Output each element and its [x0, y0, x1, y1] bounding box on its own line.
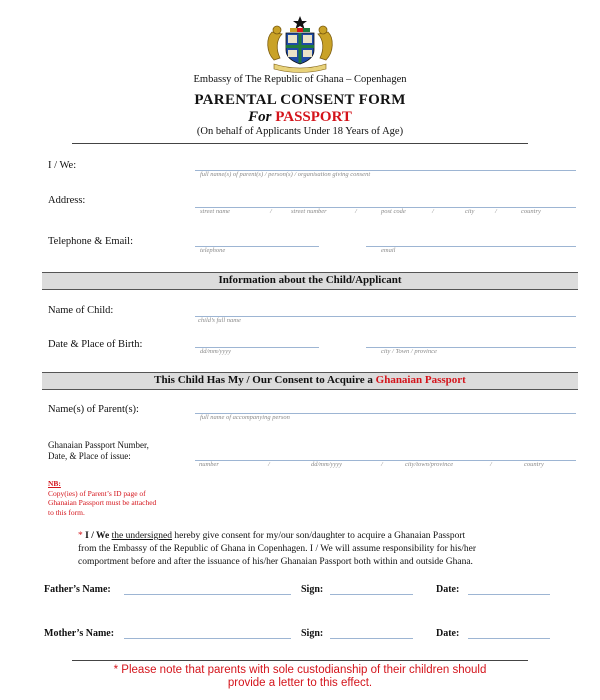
subtitle-for: For	[248, 109, 272, 125]
address-hint-sep: /	[432, 208, 434, 215]
form-title: PARENTAL CONSENT FORM	[194, 92, 406, 108]
consent-statement	[78, 530, 568, 569]
nb-line2: Ghanaian Passport must be attached	[48, 498, 157, 507]
consent-band	[42, 372, 578, 390]
mother-sign-field[interactable]	[330, 638, 413, 639]
address-hint-number: street number	[291, 208, 327, 215]
passport-field[interactable]	[195, 460, 576, 461]
nb-title: NB:	[48, 479, 61, 488]
child-info-band	[42, 272, 578, 290]
father-name-field[interactable]	[124, 594, 291, 595]
passport-label-line2: Date, & Place of issue:	[48, 451, 131, 461]
email-field[interactable]	[366, 246, 576, 247]
mother-date-field[interactable]	[468, 638, 550, 639]
footer-note-line1: * Please note that parents with sole custodianship of their children should	[113, 664, 487, 676]
consent-line3: comportment before and after the issuance of his/her Ghanaian Passport both within and outside Ghana.	[78, 557, 473, 567]
header-divider	[72, 143, 528, 144]
father-date-field[interactable]	[468, 594, 550, 595]
address-hint-postcode: post code	[381, 208, 406, 215]
passport-label	[48, 440, 149, 462]
passport-hint-sep: /	[490, 461, 492, 468]
address-hint-country: country	[521, 208, 541, 215]
email-hint: email	[381, 247, 396, 254]
address-hint-sep: /	[270, 208, 272, 215]
passport-label-line1: Ghanaian Passport Number,	[48, 440, 149, 450]
telephone-hint: telephone	[200, 247, 226, 254]
child-name-label: Name of Child:	[48, 305, 114, 316]
parents-label: Name(s) of Parent(s):	[48, 404, 139, 415]
consent-band-title-red: Ghanaian Passport	[375, 374, 466, 386]
passport-hint-place: city/town/province	[405, 461, 454, 468]
address-hint-sep: /	[495, 208, 497, 215]
father-name-label: Father’s Name:	[44, 584, 111, 595]
parents-hint: full name of accompanying person	[200, 414, 290, 421]
mother-name-field[interactable]	[124, 638, 291, 639]
child-info-title: Information about the Child/Applicant	[218, 274, 402, 286]
nb-line3: to this form.	[48, 507, 85, 517]
birth-place-hint: city / Town / province	[381, 348, 437, 355]
passport-hint-country: country	[524, 461, 544, 468]
consent-line1: hereby give consent for my/our son/daughter to acquire a Ghanaian Passport	[174, 531, 466, 541]
address-label: Address:	[48, 195, 86, 206]
passport-hint-date: dd/mm/yyyy	[311, 461, 343, 468]
address-hint-city: city	[465, 208, 475, 215]
consent-iwe: I / We	[85, 531, 110, 541]
consent-line2: from the Embassy of the Republic of Ghana in Copenhagen. I / We will assume responsibility for his/her	[78, 544, 476, 554]
father-sign-field[interactable]	[330, 594, 413, 595]
passport-hint-sep: /	[268, 461, 270, 468]
subtitle-passport: PASSPORT	[275, 109, 352, 125]
form-subtitle-note: (On behalf of Applicants Under 18 Years of Age)	[196, 126, 404, 137]
dob-hint: dd/mm/yyyy	[200, 348, 232, 355]
consent-band-title-text: This Child Has My / Our Consent to Acquire a	[154, 374, 376, 386]
child-name-field[interactable]	[195, 316, 576, 317]
address-hint-sep: /	[355, 208, 357, 215]
footer-note	[0, 664, 600, 690]
embassy-name: Embassy of The Republic of Ghana – Copenhagen	[193, 74, 407, 85]
father-sign-label: Sign:	[301, 584, 324, 595]
nb-line1: Copy(ies) of Parent’s ID page of	[48, 488, 146, 498]
mother-sign-label: Sign:	[301, 628, 324, 639]
ghana-coat-of-arms	[264, 14, 336, 74]
footer-divider	[72, 660, 528, 661]
telephone-email-label: Telephone & Email:	[48, 236, 133, 247]
nb-note	[48, 479, 156, 517]
passport-hint-sep: /	[381, 461, 383, 468]
address-hint-street: street name	[200, 208, 230, 215]
footer-note-line2: provide a letter to this effect.	[227, 677, 373, 689]
child-name-hint: child’s full name	[198, 317, 241, 324]
mother-name-label: Mother’s Name:	[44, 628, 115, 639]
form-subtitle	[0, 109, 600, 126]
passport-hint-number: number	[199, 461, 219, 468]
consent-band-title	[42, 374, 578, 386]
iwe-hint: full name(s) of parent(s) / person(s) / organisation giving consent	[200, 171, 371, 178]
consent-undersigned: the undersigned	[111, 531, 173, 541]
iwe-label: I / We:	[48, 160, 77, 171]
mother-date-label: Date:	[436, 628, 460, 639]
dob-place-label: Date & Place of Birth:	[48, 339, 143, 350]
father-date-label: Date:	[436, 584, 460, 595]
consent-star: *	[78, 531, 83, 541]
